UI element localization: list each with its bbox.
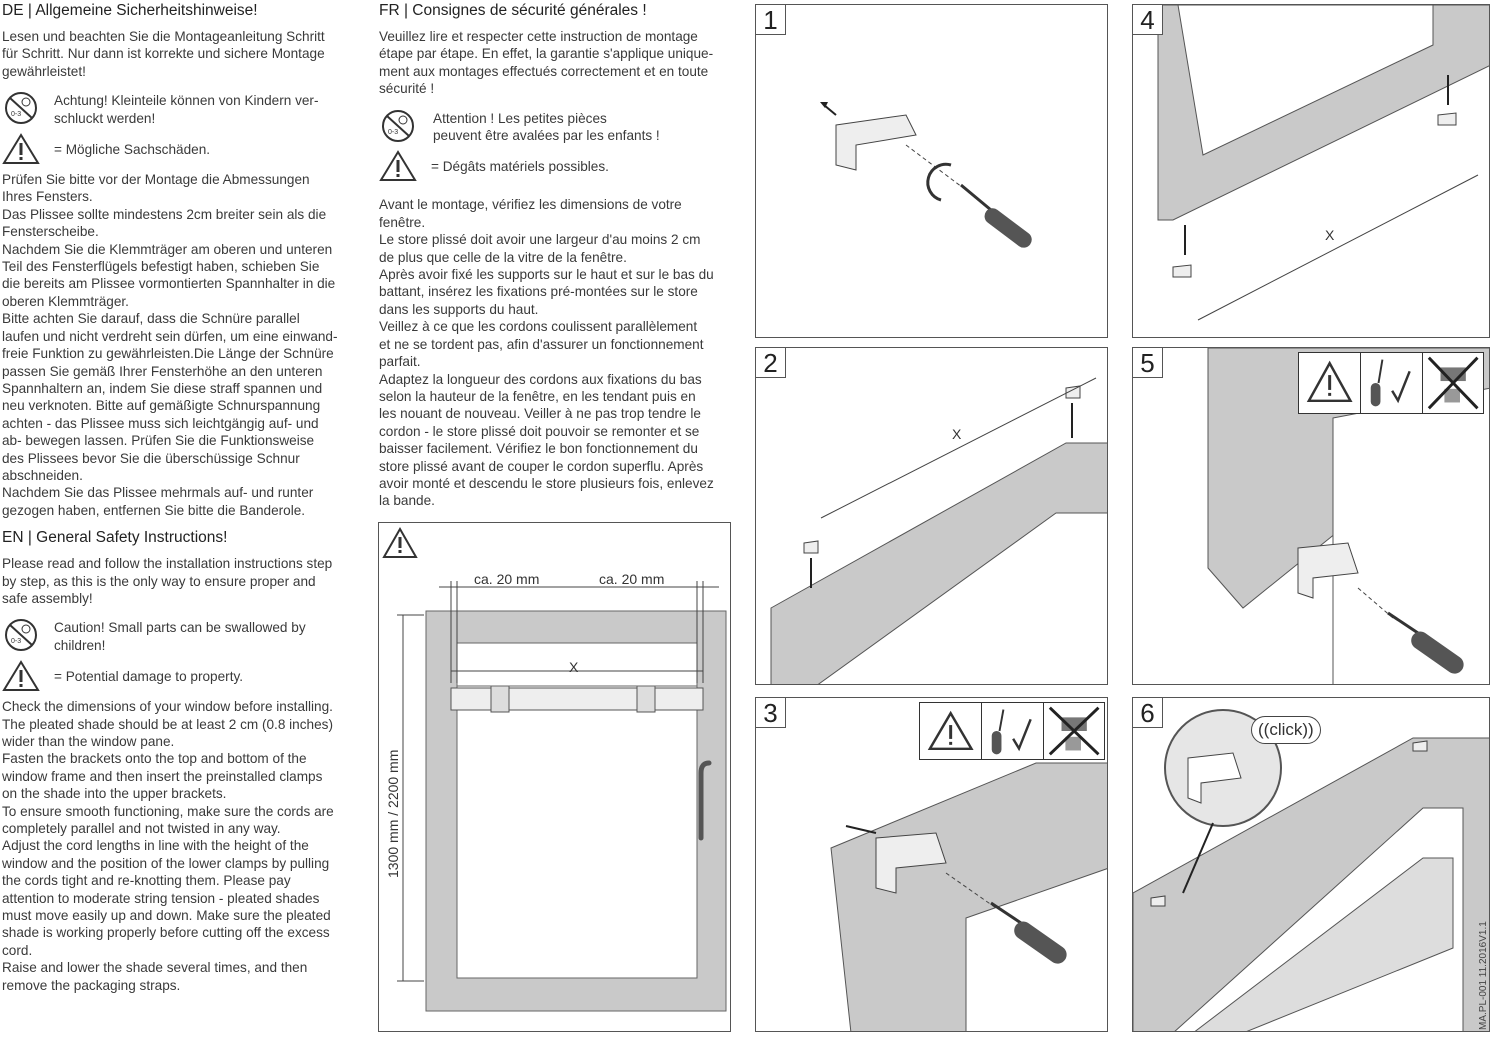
step-number: 2 (756, 348, 786, 378)
step-4-panel (1132, 4, 1490, 338)
step-1-panel (755, 4, 1108, 338)
step-6-panel (1132, 697, 1490, 1032)
fr-intro (379, 28, 734, 98)
text-line: must move easily up and down. Make sure the pleated (2, 908, 331, 924)
text-line: Please read and follow the installation instructions step (2, 556, 333, 572)
text-line: peuvent être avalées par les enfants ! (433, 128, 660, 144)
text-line: cordon - le store plissé doit pouvoir se remonter et se (379, 423, 700, 439)
no-small-parts-icon (2, 617, 40, 653)
en-warn-damage (2, 660, 352, 692)
shade-headrail (451, 688, 703, 710)
text-line: Fensterscheibe. (2, 224, 99, 240)
text-line: Avant le montage, vérifiez les dimensions de votre (379, 197, 682, 213)
bracket (836, 115, 916, 170)
width-label: X (952, 426, 962, 442)
fr-warn-children-text (431, 108, 660, 145)
text-line: Nachdem Sie die Klemmträger am oberen und unteren (2, 241, 333, 257)
text-line: Spannhaltern an, indem Sie diese straff spannen und (2, 380, 323, 396)
no-small-parts-icon (2, 90, 40, 126)
text-line: safe assembly! (2, 590, 93, 606)
text-line: Teil des Fensterflügels befestigt haben, schieben Sie (2, 259, 320, 275)
text-line: étape par étape. En effet, la garantie s'applique unique- (379, 46, 714, 62)
text-line: Bitte achten Sie darauf, dass die Schnüre parallel (2, 311, 300, 327)
warning-triangle-icon (384, 529, 416, 557)
fr-column (379, 2, 734, 510)
click-callout: ((click)) (1251, 716, 1321, 744)
text-line: window frame and then insert the preinstalled clamps (2, 768, 323, 784)
text-line: window and the position of the lower clamps by pulling (2, 855, 330, 871)
text-line: fenêtre. (379, 214, 426, 230)
warning-triangle-icon (379, 150, 417, 182)
fr-body (379, 196, 734, 509)
text-line: et ne se tordent pas, afin d'assurer un fonctionnement (379, 336, 704, 352)
text-line: Nachdem Sie das Plissee mehrmals auf- und runter (2, 485, 314, 501)
text-line: Adjust the cord lengths in line with the height of the (2, 838, 309, 854)
step-number: 6 (1133, 698, 1163, 728)
text-line: Ihres Fensters. (2, 189, 93, 205)
text-line: dans les supports du haut. (379, 301, 539, 317)
text-line: Attention ! Les petites pièces (433, 110, 607, 126)
text-line: achten - das Plissee muss sich leichtgängig auf- und (2, 415, 319, 431)
de-en-column (2, 2, 352, 994)
text-line: Prüfen Sie bitte vor der Montage die Abmessungen (2, 172, 310, 188)
text-line: cord. (2, 942, 33, 958)
step-number: 5 (1133, 348, 1163, 378)
text-line: Fasten the brackets onto the top and bottom of the (2, 751, 307, 767)
width-label: X (1325, 227, 1335, 243)
text-line: on the shade into the upper brackets. (2, 786, 227, 802)
text-line: les nouant de nouveau. Veiller à ne pas trop tendre le (379, 406, 701, 422)
de-body (2, 171, 352, 519)
text-line: avoir monté et descendu le store plusieurs fois, enlevez (379, 475, 714, 491)
text-line: ab- bewegen lassen. Prüfen Sie die Funktionsweise (2, 433, 315, 449)
text-line: completely parallel and not twisted in any way. (2, 821, 281, 837)
svg-text:0-3: 0-3 (388, 128, 399, 136)
no-drill-icon (1422, 353, 1483, 413)
text-line: ment aux montages effectués correctement et en toute (379, 63, 709, 79)
text-line: shade is working properly before cutting off the excess (2, 925, 330, 941)
text-line: Check the dimensions of your window before installing. (2, 699, 333, 715)
fr-heading: FR | Consignes de sécurité générales ! (379, 2, 647, 19)
step-2-panel (755, 347, 1108, 685)
text-line: gezogen haben, entfernen Sie bitte die Banderole. (2, 502, 306, 518)
step-number: 3 (756, 698, 786, 728)
text-line: de plus que celle de la vitre de la fenêtre. (379, 249, 627, 265)
text-line: schluckt werden! (54, 110, 156, 126)
de-warn-damage-text: = Mögliche Sachschäden. (54, 142, 211, 158)
text-line: Le store plissé doit avoir une largeur d'au moins 2 cm (379, 232, 701, 248)
text-line: Après avoir fixé les supports sur le haut et sur le bas du (379, 267, 714, 283)
text-line: by step, as this is the only way to ensure proper and (2, 573, 316, 589)
warning-triangle-icon (2, 660, 40, 692)
text-line: Veillez à ce que les cordons coulissent parallèlement (379, 319, 698, 335)
step-number: 4 (1133, 5, 1163, 35)
width-label: X (569, 659, 579, 675)
en-warn-damage-text: = Potential damage to property. (54, 669, 244, 685)
text-line: wider than the window pane. (2, 734, 175, 749)
text-line: parfait. (379, 354, 421, 370)
en-body (2, 698, 352, 994)
text-line: freie Funktion zu gewährleisten.Die Länge der Schnüre (2, 346, 334, 362)
text-line: To ensure smooth functioning, make sure the cords are (2, 803, 334, 819)
text-line: attention to moderate string tension - pleated shades (2, 890, 320, 906)
text-line: remove the packaging straps. (2, 977, 181, 993)
no-small-parts-icon (379, 108, 417, 144)
text-line: baisser facilement. Vérifiez le bon fonctionnement du (379, 441, 698, 457)
screwdriver-check-icon (1360, 353, 1421, 413)
de-warn-children (2, 90, 352, 127)
warning-triangle-icon (1299, 353, 1360, 413)
warning-triangle-icon (2, 133, 40, 165)
text-line: la bande. (379, 493, 435, 509)
text-line: Lesen und beachten Sie die Montageanleitung Schritt (2, 29, 325, 44)
tool-icons (1298, 352, 1484, 414)
dimension-diagram (378, 522, 731, 1032)
version-code: MA.PL-001 11.2016V1.1 (1478, 921, 1489, 1030)
right-margin-label: ca. 20 mm (599, 571, 665, 587)
left-margin-label: ca. 20 mm (474, 571, 540, 587)
text-line: the cords tight and re-knotting them. Please pay (2, 873, 291, 889)
de-intro (2, 28, 352, 80)
text-line: sécurité ! (379, 81, 435, 97)
text-line: store plissé avant de couper le cordon superflu. Après (379, 458, 704, 474)
step-5-panel (1132, 347, 1490, 685)
fr-warn-children (379, 108, 734, 145)
text-line: Das Plissee sollte mindestens 2cm breiter sein als die (2, 206, 327, 222)
text-line: Achtung! Kleinteile können von Kindern ver- (54, 93, 319, 109)
de-warn-children-text (54, 90, 319, 127)
step-3-panel (755, 697, 1108, 1032)
svg-text:0-3: 0-3 (11, 111, 22, 119)
text-line: passen Sie gemäß Ihrer Fensterhöhe an den unteren (2, 363, 323, 379)
text-line: Veuillez lire et respecter cette instruction de montage (379, 29, 698, 44)
de-heading: DE | Allgemeine Sicherheitshinweise! (2, 2, 258, 19)
text-line: oberen Klemmträger. (2, 293, 129, 309)
en-heading: EN | General Safety Instructions! (2, 529, 228, 547)
text-line: die bereits am Plissee vormontierten Spannhalter in die (2, 276, 336, 292)
text-line: neu verknoten. Bitte auf gemäßigte Schnurspannung (2, 398, 321, 414)
en-warn-children (2, 617, 352, 654)
text-line: Caution! Small parts can be swallowed by (54, 620, 306, 636)
text-line: für Schritt. Nur dann ist korrekte und sichere Montage (2, 46, 325, 62)
text-line: des Plissees bevor Sie die überschüssige Schnur (2, 450, 300, 466)
en-warn-children-text (54, 617, 306, 654)
screwdriver-icon (961, 185, 1035, 251)
text-line: Adaptez la longueur des cordons aux fixations du bas (379, 371, 702, 387)
fr-warn-damage-text: = Dégâts matériels possibles. (431, 159, 609, 175)
step-number: 1 (756, 5, 786, 35)
de-warn-damage (2, 133, 352, 165)
text-line: battant, insérez les fixations pré-montées sur le store (379, 284, 698, 300)
svg-text:0-3: 0-3 (11, 638, 22, 646)
text-line: abschneiden. (2, 467, 83, 483)
text-line: Raise and lower the shade several times, and then (2, 960, 308, 976)
text-line: children! (54, 637, 106, 653)
fr-warn-damage (379, 150, 734, 182)
height-label: 1300 mm / 2200 mm (385, 749, 401, 878)
text-line: selon la hauteur de la fenêtre, en les tendant puis en (379, 388, 696, 404)
text-line: gewährleistet! (2, 63, 86, 79)
en-intro (2, 555, 352, 607)
text-line: The pleated shade should be at least 2 cm (0.8 inches) (2, 716, 333, 732)
text-line: laufen und nicht verdreht sein dürfen, um eine einwand- (2, 328, 338, 344)
